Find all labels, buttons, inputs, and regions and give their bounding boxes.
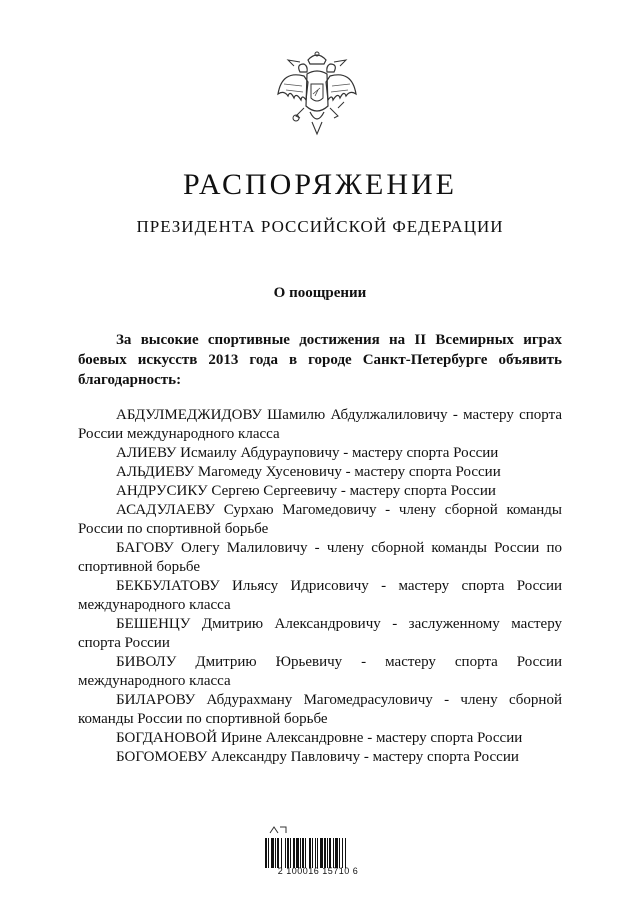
barcode-bar: [275, 838, 276, 868]
barcode-bar: [265, 838, 267, 868]
barcode-bar: [320, 838, 323, 868]
list-item: БОГДАНОВОЙ Ирине Александровне - мастеру спорта России: [116, 730, 523, 746]
barcode-bar: [335, 838, 338, 868]
barcode-bar: [329, 838, 331, 868]
barcode-bar: [312, 838, 313, 868]
list-item: БИВОЛУ Дмитрию Юрьевичу - мастеру спорта России международного класса: [78, 654, 562, 689]
document-title: РАСПОРЯЖЕНИЕ: [182, 168, 458, 201]
barcode-bar: [333, 838, 334, 868]
list-item: БОГОМОЕВУ Александру Павловичу - мастеру спорта России: [116, 749, 519, 765]
document-subject: О поощрении: [273, 285, 367, 301]
barcode-bar: [324, 838, 326, 868]
list-item: АЛЬДИЕВУ Магомеду Хусеновичу - мастеру спорта России: [116, 464, 501, 480]
barcode-bar: [327, 838, 328, 868]
barcode-bar: [268, 838, 269, 868]
list-item: БЕШЕНЦУ Дмитрию Александровичу - заслуженному мастеру спорта России: [78, 616, 562, 651]
list-item: АБДУЛМЕДЖИДОВУ Шамилю Абдулжалиловичу - мастеру спорта России международного класса: [78, 407, 562, 442]
barcode-bar: [342, 838, 343, 868]
barcode-bar: [302, 838, 304, 868]
barcode-bar: [339, 838, 340, 868]
barcode-bar: [317, 838, 318, 868]
barcode-bar: [305, 838, 306, 868]
barcode-bar: [285, 838, 286, 868]
document-mark-icon: [268, 825, 288, 835]
barcode-bar: [281, 838, 282, 868]
barcode: [264, 838, 372, 868]
document-subtitle: ПРЕЗИДЕНТА РОССИЙСКОЙ ФЕДЕРАЦИИ: [136, 217, 504, 236]
barcode-bar: [287, 838, 289, 868]
barcode-bar: [271, 838, 274, 868]
list-item: БЕКБУЛАТОВУ Ильясу Идрисовичу - мастеру спорта России международного класса: [78, 578, 562, 613]
barcode-number: 2 100016 15710 6: [277, 866, 359, 876]
list-item: БИЛАРОВУ Абдурахману Магомедрасуловичу - члену сборной команды России по спортивной борьбе: [78, 692, 562, 727]
intro-paragraph: За высокие спортивные достижения на II Всемирных играх боевых искусств 2013 года в городе Санкт-Петербурге объявить благодарность:: [78, 332, 562, 388]
barcode-bar: [300, 838, 301, 868]
barcode-bar: [315, 838, 316, 868]
barcode-bar: [277, 838, 279, 868]
barcode-bar: [345, 838, 346, 868]
coat-of-arms-emblem: [274, 50, 360, 142]
list-item: БАГОВУ Олегу Малиловичу - члену сборной команды России по спортивной борьбе: [78, 540, 562, 575]
barcode-bar: [296, 838, 299, 868]
barcode-bar: [309, 838, 311, 868]
list-item: АСАДУЛАЕВУ Сурхаю Магомедовичу - члену сборной команды России по спортивной борьбе: [78, 502, 562, 537]
barcode-bar: [293, 838, 295, 868]
list-item: АНДРУСИКУ Сергею Сергеевичу - мастеру спорта России: [116, 483, 496, 499]
barcode-bar: [290, 838, 291, 868]
list-item: АЛИЕВУ Исмаилу Абдурауповичу - мастеру спорта России: [116, 445, 499, 461]
awardee-list: [78, 406, 562, 767]
